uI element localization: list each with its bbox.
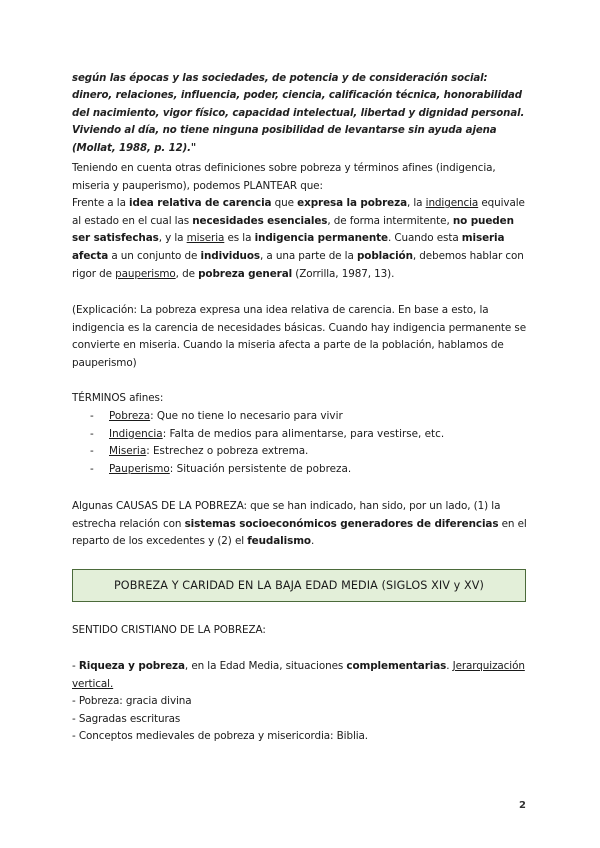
list-item: - Sagradas escrituras — [72, 712, 181, 725]
causes-paragraph: Algunas CAUSAS DE LA POBREZA: que se han indicado, han sido, por un lado, (1) la estrecha relación con sistemas socioeconómicos generadores de diferencias en el reparto de los excedentes y (2) el feudalismo. — [72, 500, 527, 548]
mollat-quote: según las épocas y las sociedades, de potencia y de consideración social: dinero, relaciones, influencia, poder, ciencia, calificación técnica, honorabilidad del nacimiento, vigor físico, capacidad intelectual, libertad y dignidad personal. Viviendo al día, no tiene ninguna posibilidad de levantarse sin ayuda ajena (Mollat, 1988, p. 12)." — [72, 73, 525, 154]
section-heading-banner: POBREZA Y CARIDAD EN LA BAJA EDAD MEDIA (SIGLOS XIV y XV) — [72, 569, 526, 602]
explanation-paragraph: (Explicación: La pobreza expresa una idea relativa de carencia. En base a esto, la indigencia es la carencia de necesidades básicas. Cuando hay indigencia permanente se convierte en miseria. Cuando la miseria afecta a parte de la población, hablamos de pauperismo) — [72, 304, 527, 369]
definitions-intro: Teniendo en cuenta otras definiciones sobre pobreza y términos afines (indigencia, miseria y pauperismo), podemos PLANTEAR que: — [72, 162, 496, 192]
list-item: - Pauperismo: Situación persistente de pobreza. — [90, 461, 520, 479]
definitions-paragraph — [72, 160, 528, 283]
list-item: - Miseria: Estrechez o pobreza extrema. — [90, 443, 520, 461]
definitions-body: Frente a la idea relativa de carencia que expresa la pobreza, la indigencia equivale al estado en el cual las necesidades esenciales, de forma intermitente, no pueden ser satisfechas, y la miseria es la indigencia permanente. Cuando esta miseria afecta a un conjunto de individuos, a una parte de la población, debemos hablar con rigor de pauperismo, de pobreza general (Zorrilla, 1987, 13). — [72, 197, 525, 280]
list-item: - Conceptos medievales de pobreza y misericordia: Biblia. — [72, 730, 368, 743]
terms-list — [90, 408, 520, 478]
list-item: - Riqueza y pobreza, en la Edad Media, situaciones complementarias. Jerarquización vertical. — [72, 660, 525, 690]
list-item: - Pobreza: Que no tiene lo necesario para vivir — [90, 408, 520, 426]
list-item: - Indigencia: Falta de medios para alimentarse, para vestirse, etc. — [90, 426, 520, 444]
sentido-title: SENTIDO CRISTIANO DE LA POBREZA: — [72, 624, 266, 636]
terms-title: TÉRMINOS afines: — [72, 392, 164, 404]
list-item: - Pobreza: gracia divina — [72, 695, 192, 708]
sentido-list — [72, 658, 528, 746]
page-number: 2 — [519, 800, 526, 811]
